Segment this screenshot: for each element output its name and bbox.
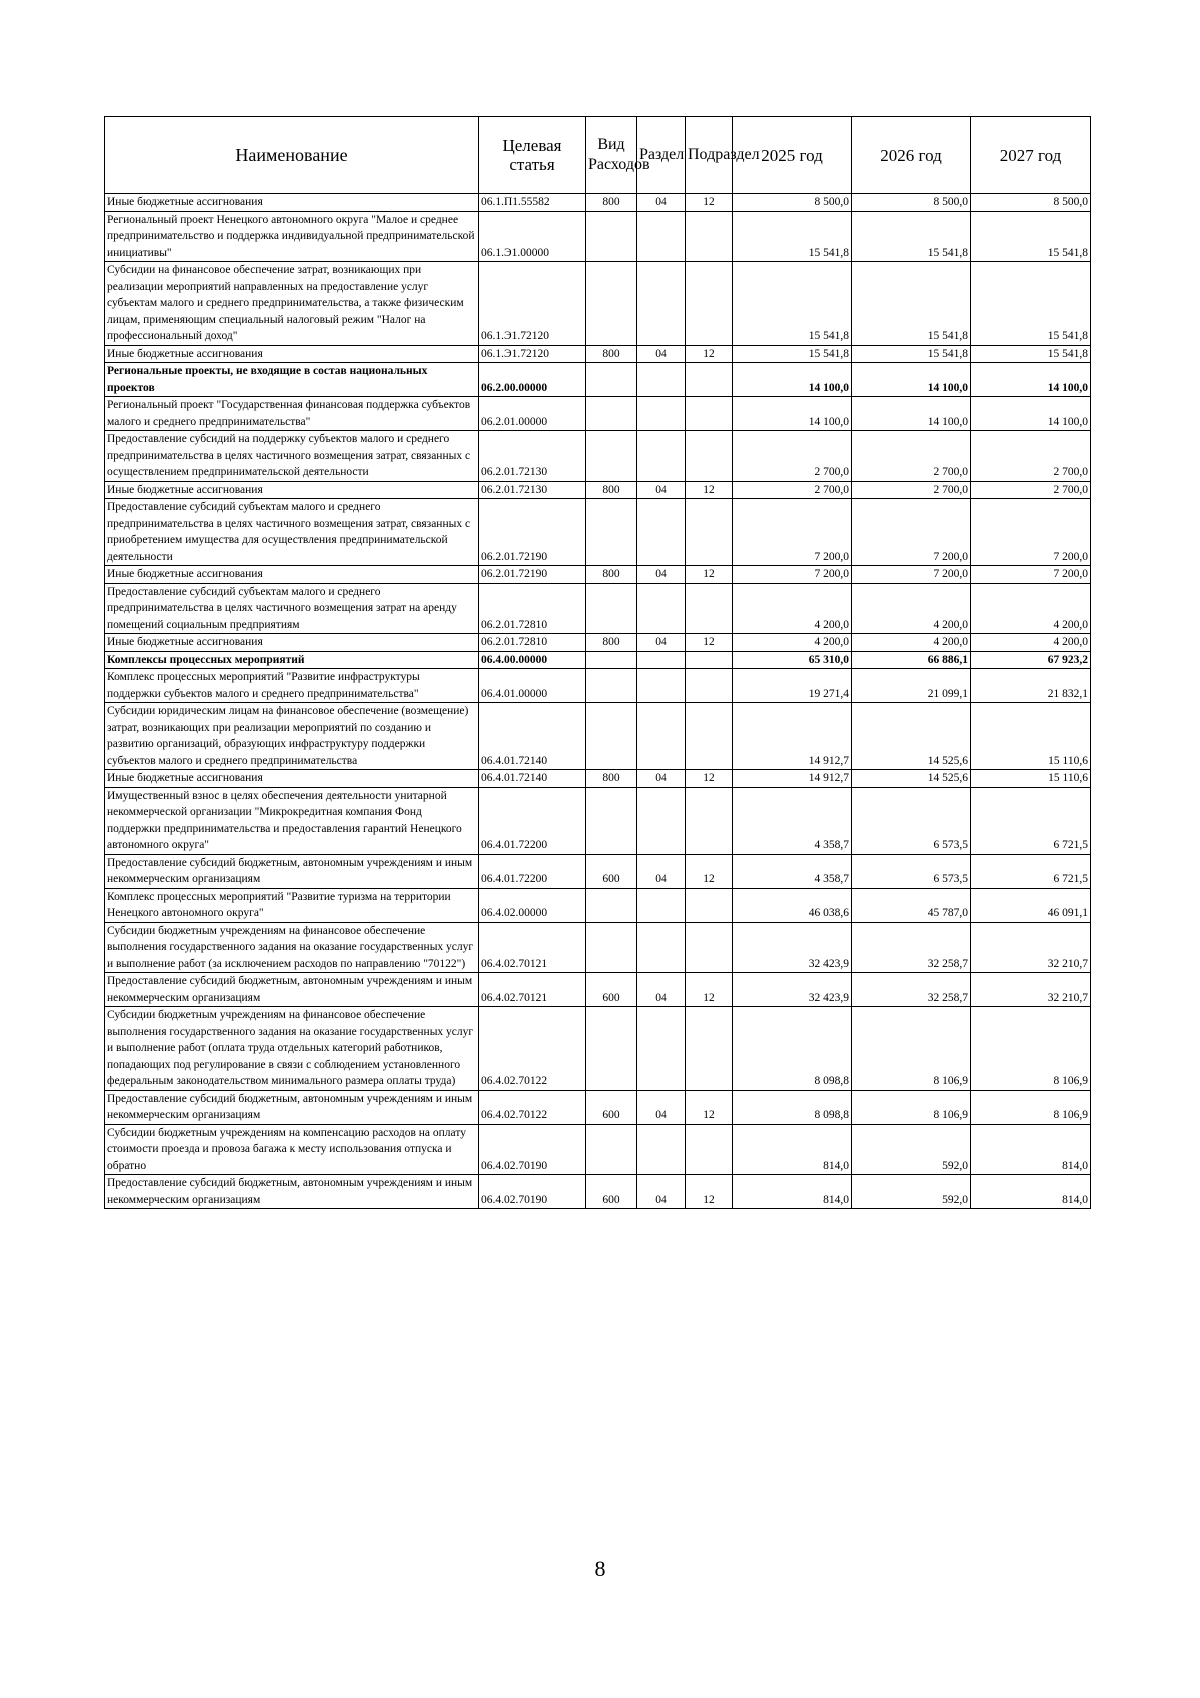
cell-expense-type: 600	[586, 854, 637, 888]
cell-amount-2025: 46 038,6	[733, 888, 852, 922]
cell-subsection: 12	[686, 1175, 733, 1209]
cell-expense-type	[586, 651, 637, 669]
cell-section	[637, 922, 686, 973]
cell-name: Комплекс процессных мероприятий "Развитие инфраструктуры поддержки субъектов малого и среднего предпринимательства"	[105, 669, 479, 703]
cell-amount-2025: 2 700,0	[733, 431, 852, 482]
header-section: Раздел	[637, 117, 686, 194]
cell-section: 04	[637, 854, 686, 888]
cell-name: Предоставление субсидий субъектам малого и среднего предпринимательства в целях частичного возмещения затрат, связанных с приобретением имущества для осуществления предпринимательской деятельности	[105, 499, 479, 566]
cell-section: 04	[637, 770, 686, 788]
cell-amount-2025: 14 912,7	[733, 703, 852, 770]
cell-amount-2026: 6 573,5	[852, 787, 971, 854]
cell-expense-type	[586, 922, 637, 973]
cell-amount-2026: 32 258,7	[852, 973, 971, 1007]
cell-subsection: 12	[686, 634, 733, 652]
budget-table	[104, 116, 1091, 1209]
cell-amount-2027: 32 210,7	[971, 973, 1091, 1007]
cell-subsection: 12	[686, 770, 733, 788]
table-row	[105, 669, 1091, 703]
table-row	[105, 1124, 1091, 1175]
cell-amount-2027: 14 100,0	[971, 397, 1091, 431]
cell-target-article: 06.4.01.72200	[479, 854, 586, 888]
cell-target-article: 06.4.02.70190	[479, 1175, 586, 1209]
cell-amount-2027: 21 832,1	[971, 669, 1091, 703]
cell-section: 04	[637, 1175, 686, 1209]
cell-amount-2025: 32 423,9	[733, 973, 852, 1007]
cell-target-article: 06.2.01.72810	[479, 634, 586, 652]
cell-section	[637, 262, 686, 346]
cell-target-article: 06.1.Э1.72120	[479, 345, 586, 363]
cell-amount-2025: 14 912,7	[733, 770, 852, 788]
cell-target-article: 06.1.Э1.00000	[479, 211, 586, 262]
cell-amount-2025: 14 100,0	[733, 363, 852, 397]
cell-name: Региональный проект "Государственная финансовая поддержка субъектов малого и среднего предпринимательства"	[105, 397, 479, 431]
cell-amount-2026: 8 500,0	[852, 194, 971, 212]
cell-amount-2026: 592,0	[852, 1175, 971, 1209]
cell-amount-2026: 66 886,1	[852, 651, 971, 669]
cell-amount-2026: 15 541,8	[852, 345, 971, 363]
cell-amount-2026: 8 106,9	[852, 1090, 971, 1124]
cell-name: Комплексы процессных мероприятий	[105, 651, 479, 669]
cell-name: Иные бюджетные ассигнования	[105, 481, 479, 499]
cell-amount-2025: 2 700,0	[733, 481, 852, 499]
cell-target-article: 06.4.00.00000	[479, 651, 586, 669]
table-row	[105, 583, 1091, 634]
cell-name: Предоставление субсидий бюджетным, автономным учреждениям и иным некоммерческим организациям	[105, 1090, 479, 1124]
cell-amount-2027: 8 500,0	[971, 194, 1091, 212]
cell-subsection	[686, 499, 733, 566]
cell-expense-type: 600	[586, 1090, 637, 1124]
cell-expense-type	[586, 363, 637, 397]
cell-subsection: 12	[686, 194, 733, 212]
cell-amount-2027: 8 106,9	[971, 1090, 1091, 1124]
cell-amount-2026: 6 573,5	[852, 854, 971, 888]
cell-target-article: 06.4.02.70121	[479, 973, 586, 1007]
table-body	[105, 194, 1091, 1209]
cell-section	[637, 1007, 686, 1091]
cell-subsection	[686, 583, 733, 634]
cell-target-article: 06.1.П1.55582	[479, 194, 586, 212]
table-row	[105, 973, 1091, 1007]
cell-target-article: 06.2.01.00000	[479, 397, 586, 431]
cell-target-article: 06.4.01.72140	[479, 770, 586, 788]
cell-amount-2026: 14 100,0	[852, 397, 971, 431]
cell-subsection: 12	[686, 854, 733, 888]
cell-section	[637, 651, 686, 669]
cell-subsection: 12	[686, 973, 733, 1007]
cell-amount-2026: 4 200,0	[852, 634, 971, 652]
cell-section: 04	[637, 345, 686, 363]
cell-target-article: 06.2.01.72130	[479, 431, 586, 482]
cell-name: Региональные проекты, не входящие в состав национальных проектов	[105, 363, 479, 397]
cell-expense-type	[586, 583, 637, 634]
cell-amount-2025: 4 358,7	[733, 787, 852, 854]
table-row	[105, 345, 1091, 363]
cell-amount-2025: 14 100,0	[733, 397, 852, 431]
cell-amount-2025: 7 200,0	[733, 499, 852, 566]
table-row	[105, 770, 1091, 788]
cell-target-article: 06.2.01.72190	[479, 499, 586, 566]
cell-target-article: 06.4.01.72140	[479, 703, 586, 770]
cell-target-article: 06.4.02.70190	[479, 1124, 586, 1175]
cell-subsection	[686, 363, 733, 397]
cell-amount-2027: 14 100,0	[971, 363, 1091, 397]
cell-expense-type	[586, 431, 637, 482]
cell-name: Иные бюджетные ассигнования	[105, 634, 479, 652]
cell-amount-2026: 14 100,0	[852, 363, 971, 397]
cell-section	[637, 211, 686, 262]
cell-amount-2026: 4 200,0	[852, 583, 971, 634]
cell-section: 04	[637, 1090, 686, 1124]
cell-subsection	[686, 431, 733, 482]
cell-subsection: 12	[686, 345, 733, 363]
cell-amount-2027: 814,0	[971, 1175, 1091, 1209]
cell-expense-type	[586, 397, 637, 431]
cell-name: Предоставление субсидий на поддержку субъектов малого и среднего предпринимательства в целях частичного возмещения затрат, связанных с осуществлением предпринимательской деятельности	[105, 431, 479, 482]
cell-name: Региональный проект Ненецкого автономного округа "Малое и среднее предпринимательство и поддержка индивидуальной предпринимательской инициативы"	[105, 211, 479, 262]
cell-section: 04	[637, 973, 686, 1007]
cell-amount-2025: 32 423,9	[733, 922, 852, 973]
table-header-row	[105, 117, 1091, 194]
cell-target-article: 06.4.01.00000	[479, 669, 586, 703]
table-row	[105, 262, 1091, 346]
cell-subsection	[686, 922, 733, 973]
cell-amount-2026: 2 700,0	[852, 481, 971, 499]
cell-subsection	[686, 397, 733, 431]
cell-amount-2025: 8 500,0	[733, 194, 852, 212]
cell-subsection: 12	[686, 481, 733, 499]
cell-expense-type	[586, 262, 637, 346]
cell-expense-type	[586, 211, 637, 262]
table-row	[105, 651, 1091, 669]
cell-amount-2025: 4 200,0	[733, 634, 852, 652]
cell-amount-2025: 4 358,7	[733, 854, 852, 888]
header-target-article: Целевая статья	[479, 117, 586, 194]
cell-subsection	[686, 669, 733, 703]
table-row	[105, 888, 1091, 922]
table-row	[105, 481, 1091, 499]
cell-section	[637, 888, 686, 922]
cell-amount-2026: 7 200,0	[852, 499, 971, 566]
cell-name: Комплекс процессных мероприятий "Развитие туризма на территории Ненецкого автономного округа"	[105, 888, 479, 922]
cell-subsection	[686, 262, 733, 346]
cell-target-article: 06.2.00.00000	[479, 363, 586, 397]
cell-expense-type	[586, 499, 637, 566]
cell-subsection: 12	[686, 1090, 733, 1124]
cell-name: Субсидии бюджетным учреждениям на финансовое обеспечение выполнения государственного задания на оказание государственных услуг и выполнение работ (оплата труда отдельных категорий работников, попадающих под регулирование в связи с соблюдением установленного федеральным законодательством минимального размера оплаты труда)	[105, 1007, 479, 1091]
cell-amount-2025: 814,0	[733, 1175, 852, 1209]
cell-amount-2026: 32 258,7	[852, 922, 971, 973]
cell-name: Предоставление субсидий бюджетным, автономным учреждениям и иным некоммерческим организациям	[105, 854, 479, 888]
table-row	[105, 211, 1091, 262]
cell-amount-2027: 67 923,2	[971, 651, 1091, 669]
table-row	[105, 1090, 1091, 1124]
cell-amount-2025: 814,0	[733, 1124, 852, 1175]
cell-expense-type	[586, 669, 637, 703]
cell-amount-2027: 15 541,8	[971, 345, 1091, 363]
cell-amount-2027: 46 091,1	[971, 888, 1091, 922]
cell-amount-2027: 814,0	[971, 1124, 1091, 1175]
cell-name: Иные бюджетные ассигнования	[105, 566, 479, 584]
cell-name: Предоставление субсидий бюджетным, автономным учреждениям и иным некоммерческим организациям	[105, 1175, 479, 1209]
cell-subsection	[686, 703, 733, 770]
cell-expense-type: 800	[586, 345, 637, 363]
cell-name: Иные бюджетные ассигнования	[105, 194, 479, 212]
header-subsection: Подраздел	[686, 117, 733, 194]
cell-expense-type: 800	[586, 194, 637, 212]
cell-amount-2026: 21 099,1	[852, 669, 971, 703]
header-name: Наименование	[105, 117, 479, 194]
cell-expense-type: 800	[586, 481, 637, 499]
header-year-2027: 2027 год	[971, 117, 1091, 194]
cell-name: Субсидии на финансовое обеспечение затрат, возникающих при реализации мероприятий направленных на предоставление услуг субъектам малого и среднего предпринимательства, а также физическим лицам, применяющим специальный налоговый режим "Налог на профессиональный доход"	[105, 262, 479, 346]
table-row	[105, 1007, 1091, 1091]
cell-amount-2025: 15 541,8	[733, 345, 852, 363]
cell-section: 04	[637, 194, 686, 212]
cell-amount-2027: 15 110,6	[971, 703, 1091, 770]
cell-subsection	[686, 787, 733, 854]
cell-target-article: 06.4.01.72200	[479, 787, 586, 854]
table-row	[105, 397, 1091, 431]
cell-name: Субсидии юридическим лицам на финансовое обеспечение (возмещение) затрат, возникающих при реализации мероприятий по созданию и развитию организаций, образующих инфраструктуру поддержки субъектов малого и среднего предпринимательства	[105, 703, 479, 770]
cell-amount-2026: 14 525,6	[852, 703, 971, 770]
cell-subsection	[686, 1124, 733, 1175]
cell-subsection	[686, 888, 733, 922]
cell-amount-2027: 2 700,0	[971, 431, 1091, 482]
cell-amount-2027: 15 541,8	[971, 211, 1091, 262]
cell-amount-2027: 2 700,0	[971, 481, 1091, 499]
cell-amount-2027: 6 721,5	[971, 854, 1091, 888]
table-row	[105, 194, 1091, 212]
cell-expense-type	[586, 787, 637, 854]
cell-target-article: 06.4.02.70122	[479, 1090, 586, 1124]
cell-section	[637, 703, 686, 770]
cell-section	[637, 787, 686, 854]
cell-name: Иные бюджетные ассигнования	[105, 770, 479, 788]
cell-amount-2027: 32 210,7	[971, 922, 1091, 973]
table-row	[105, 499, 1091, 566]
cell-amount-2027: 15 110,6	[971, 770, 1091, 788]
cell-amount-2027: 7 200,0	[971, 566, 1091, 584]
cell-target-article: 06.2.01.72130	[479, 481, 586, 499]
table-row	[105, 566, 1091, 584]
cell-amount-2026: 15 541,8	[852, 211, 971, 262]
cell-section	[637, 397, 686, 431]
cell-section: 04	[637, 481, 686, 499]
cell-section	[637, 363, 686, 397]
cell-amount-2027: 4 200,0	[971, 583, 1091, 634]
table-row	[105, 854, 1091, 888]
cell-amount-2027: 7 200,0	[971, 499, 1091, 566]
cell-section: 04	[637, 634, 686, 652]
cell-section	[637, 1124, 686, 1175]
header-expense-type: Вид Расходов	[586, 117, 637, 194]
cell-target-article: 06.1.Э1.72120	[479, 262, 586, 346]
cell-amount-2026: 7 200,0	[852, 566, 971, 584]
cell-target-article: 06.2.01.72190	[479, 566, 586, 584]
cell-subsection	[686, 651, 733, 669]
cell-amount-2027: 4 200,0	[971, 634, 1091, 652]
cell-amount-2025: 8 098,8	[733, 1007, 852, 1091]
cell-section	[637, 499, 686, 566]
table-row	[105, 787, 1091, 854]
cell-amount-2025: 4 200,0	[733, 583, 852, 634]
cell-amount-2025: 8 098,8	[733, 1090, 852, 1124]
cell-expense-type: 600	[586, 1175, 637, 1209]
cell-section	[637, 669, 686, 703]
cell-expense-type: 800	[586, 634, 637, 652]
table-row	[105, 703, 1091, 770]
cell-subsection: 12	[686, 566, 733, 584]
header-year-2025: 2025 год	[733, 117, 852, 194]
cell-amount-2026: 592,0	[852, 1124, 971, 1175]
cell-expense-type: 800	[586, 770, 637, 788]
cell-expense-type	[586, 1124, 637, 1175]
cell-subsection	[686, 211, 733, 262]
cell-amount-2025: 65 310,0	[733, 651, 852, 669]
cell-amount-2025: 15 541,8	[733, 262, 852, 346]
table-row	[105, 1175, 1091, 1209]
cell-amount-2027: 6 721,5	[971, 787, 1091, 854]
cell-expense-type	[586, 703, 637, 770]
cell-amount-2027: 15 541,8	[971, 262, 1091, 346]
cell-amount-2025: 7 200,0	[733, 566, 852, 584]
cell-amount-2026: 45 787,0	[852, 888, 971, 922]
table-row	[105, 431, 1091, 482]
cell-target-article: 06.2.01.72810	[479, 583, 586, 634]
cell-section	[637, 583, 686, 634]
table-row	[105, 634, 1091, 652]
cell-name: Предоставление субсидий бюджетным, автономным учреждениям и иным некоммерческим организациям	[105, 973, 479, 1007]
cell-name: Субсидии бюджетным учреждениям на компенсацию расходов на оплату стоимости проезда и провоза багажа к месту использования отпуска и обратно	[105, 1124, 479, 1175]
cell-amount-2025: 15 541,8	[733, 211, 852, 262]
cell-name: Предоставление субсидий субъектам малого и среднего предпринимательства в целях частичного возмещения затрат на аренду помещений социальным предприятиям	[105, 583, 479, 634]
cell-section: 04	[637, 566, 686, 584]
cell-expense-type: 800	[586, 566, 637, 584]
table-row	[105, 363, 1091, 397]
cell-amount-2026: 14 525,6	[852, 770, 971, 788]
cell-amount-2026: 8 106,9	[852, 1007, 971, 1091]
cell-name: Иные бюджетные ассигнования	[105, 345, 479, 363]
cell-target-article: 06.4.02.00000	[479, 888, 586, 922]
page-number: 8	[594, 1556, 606, 1581]
cell-amount-2026: 2 700,0	[852, 431, 971, 482]
cell-amount-2026: 15 541,8	[852, 262, 971, 346]
cell-target-article: 06.4.02.70121	[479, 922, 586, 973]
cell-target-article: 06.4.02.70122	[479, 1007, 586, 1091]
table-row	[105, 922, 1091, 973]
cell-section	[637, 431, 686, 482]
cell-expense-type	[586, 888, 637, 922]
cell-expense-type: 600	[586, 973, 637, 1007]
cell-subsection	[686, 1007, 733, 1091]
cell-name: Субсидии бюджетным учреждениям на финансовое обеспечение выполнения государственного задания на оказание государственных услуг и выполнение работ (за исключением расходов по направлению "70122")	[105, 922, 479, 973]
cell-amount-2025: 19 271,4	[733, 669, 852, 703]
cell-name: Имущественный взнос в целях обеспечения деятельности унитарной некоммерческой организации "Микрокредитная компания Фонд поддержки предпринимательства и предоставления гарантий Ненецкого автономного округа"	[105, 787, 479, 854]
cell-expense-type	[586, 1007, 637, 1091]
cell-amount-2027: 8 106,9	[971, 1007, 1091, 1091]
header-year-2026: 2026 год	[852, 117, 971, 194]
